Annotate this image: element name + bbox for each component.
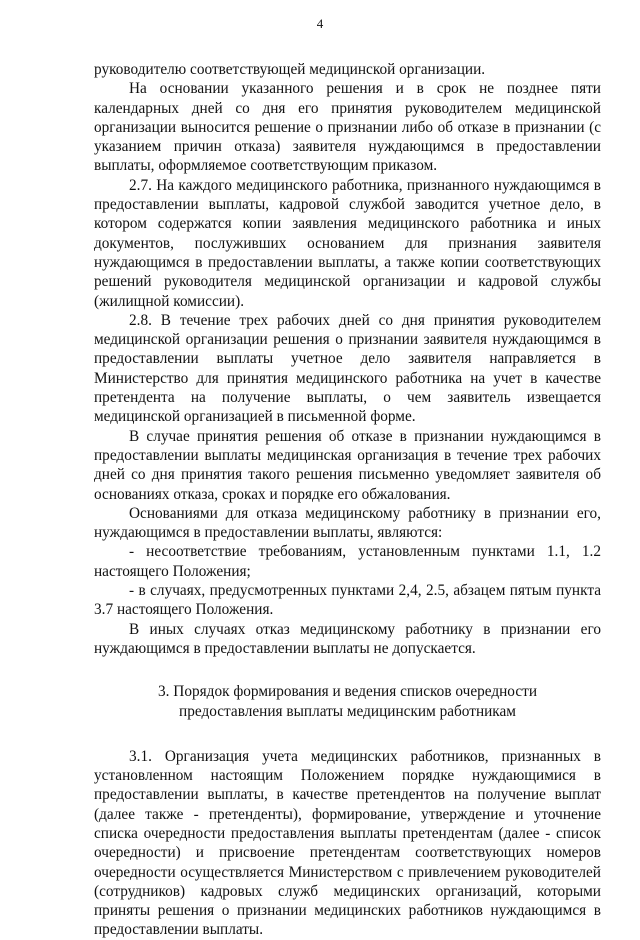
paragraph: Основаниями для отказа медицинскому работнику в признании его, нуждающимся в предоставлении выплаты, являются: <box>94 504 601 542</box>
list-item: - несоответствие требованиям, установленным пунктами 1.1, 1.2 настоящего Положения; <box>94 543 601 580</box>
page-number: 4 <box>316 16 324 31</box>
paragraph: В иных случаях отказ медицинскому работнику в признании его нуждающимся в предоставлении выплаты не допускается. <box>94 620 601 657</box>
section-heading-line: предоставления выплаты медицинским работникам <box>179 702 516 720</box>
paragraphs-before-heading <box>94 60 601 658</box>
paragraph-2-7: 2.7. На каждого медицинского работника, признанного нуждающимся в предоставлении выплаты, кадровой службой заводится учетное дело, в котором содержатся копии заявления медицинского работника и иных документов, послуживших основанием для признания заявителя нуждающимся в предоставлении выплаты, а также копии соответствующих решений руководителя медицинской организации и кадровой службы (жилищной комиссии). <box>94 176 601 310</box>
section-heading <box>94 682 601 721</box>
document-body <box>94 60 601 940</box>
paragraph: На основании указанного решения и в срок не позднее пяти календарных дней со дня его принятия руководителем медицинской организации выносится решение о признании либо об отказе в признании (с указанием причин отказа) заявителя нуждающимся в предоставлении выплаты, оформляемое соответствующим приказом. <box>94 80 601 175</box>
paragraph-2-8: 2.8. В течение трех рабочих дней со дня принятия руководителем медицинской организации решения о признании заявителя нуждающимся в предоставлении выплаты учетное дело заявителя направляется в Министерство для принятия медицинского работника на учет в качестве претендента на получение выплаты, о чем заявитель извещается медицинской организацией в письменной форме. <box>94 311 601 426</box>
section-heading-line: 3. Порядок формирования и ведения списков очередности <box>157 683 538 701</box>
paragraph: В случае принятия решения об отказе в признании нуждающимся в предоставлении выплаты медицинская организация в течение трех рабочих дней со дня принятия такого решения письменно уведомляет заявителя об основаниях отказа, сроках и порядке его обжалования. <box>94 427 601 503</box>
paragraph-3-1: 3.1. Организация учета медицинских работников, признанных в установленном настоящим Положением порядке нуждающимися в предоставлении выплаты, в качестве претендентов на получение выплат (далее также - претенденты), формирование, утверждение и уточнение списка очередности предоставления выплаты претендентам (далее - список очередности) и присвоение претендентам соответствующих номеров очередности осуществляется Министерством с привлечением руководителей (сотрудников) кадровых служб медицинских организаций, которыми приняты решения о признании медицинских работников нуждающимся в предоставлении выплаты. <box>94 747 601 939</box>
paragraph: руководителю соответствующей медицинской организации. <box>94 61 486 78</box>
paragraphs-after-heading <box>94 747 601 940</box>
list-item: - в случаях, предусмотренных пунктами 2,4, 2.5, абзацем пятым пункта 3.7 настоящего Положения. <box>94 582 601 619</box>
